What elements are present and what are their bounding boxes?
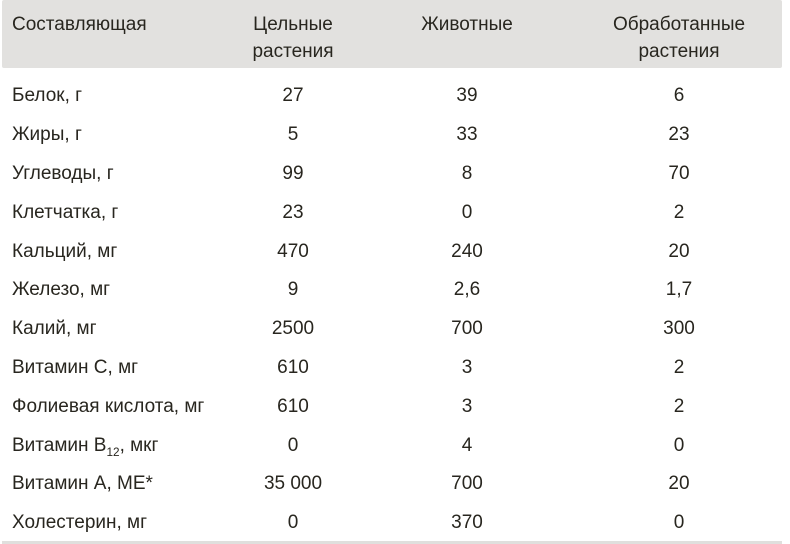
table-row (0, 271, 790, 310)
component-label-text: Витамин В (12, 434, 107, 456)
value-cell: 99 (282, 162, 304, 184)
table-body (0, 68, 790, 543)
header-cell-component (0, 11, 220, 38)
table-row (0, 232, 790, 271)
component-label (0, 241, 220, 263)
component-label-text: Железо, мг (12, 279, 111, 301)
component-label-text: Фолиевая кислота, мг (12, 395, 205, 417)
value-cell: 20 (668, 240, 690, 262)
component-label-text: Витамин А, МЕ* (12, 473, 153, 495)
table-row (0, 155, 790, 194)
value-cell: 2 (673, 356, 685, 378)
table-row (0, 310, 790, 349)
value-cell: 20 (668, 473, 690, 495)
value-cell: 700 (451, 473, 483, 495)
value-cell: 700 (451, 318, 483, 340)
value-cell: 8 (461, 162, 473, 184)
component-label (0, 85, 220, 107)
component-label (0, 202, 220, 224)
value-cell: 2500 (271, 318, 315, 340)
value-cell: 39 (456, 85, 478, 107)
component-label-text: Холестерин, мг (12, 512, 148, 534)
header-cell-processed-plants (568, 11, 790, 65)
value-cell: 2 (673, 201, 685, 223)
value-cell: 3 (461, 395, 473, 417)
value-cell: 2,6 (453, 279, 481, 301)
value-cell: 470 (277, 240, 309, 262)
value-cell: 0 (461, 201, 473, 223)
table-row (0, 77, 790, 116)
value-cell: 35 000 (263, 473, 323, 495)
value-cell: 240 (451, 240, 483, 262)
table-header-row (0, 0, 790, 68)
table-row (0, 349, 790, 388)
value-cell: 0 (287, 512, 299, 534)
value-cell: 3 (461, 356, 473, 378)
header-label-animals: Животные (421, 14, 513, 35)
table-row (0, 193, 790, 232)
value-cell: 9 (287, 279, 299, 301)
table-row (0, 504, 790, 543)
value-cell: 0 (673, 512, 685, 534)
value-cell: 610 (277, 356, 309, 378)
table-row (0, 465, 790, 504)
component-label-subscript: 12 (106, 445, 120, 459)
component-label-text: Кальций, мг (12, 240, 118, 262)
component-label (0, 279, 220, 301)
component-label (0, 435, 220, 457)
value-cell: 370 (451, 512, 483, 534)
component-label-text: Клетчатка, г (12, 201, 119, 223)
value-cell: 610 (277, 395, 309, 417)
value-cell: 0 (673, 434, 685, 456)
value-cell: 2 (673, 395, 685, 417)
value-cell: 300 (663, 318, 695, 340)
value-cell: 23 (282, 201, 304, 223)
header-cell-whole-plants (220, 11, 366, 65)
component-label-text: Витамин С, мг (12, 356, 139, 378)
component-label-text: Белок, г (12, 85, 83, 107)
header-label-whole-plants: Цельные растения (252, 14, 334, 62)
component-label-text: Жиры, г (12, 124, 82, 146)
component-label (0, 163, 220, 185)
component-label (0, 124, 220, 146)
value-cell: 6 (673, 85, 685, 107)
value-cell: 4 (461, 434, 473, 456)
value-cell: 23 (668, 124, 690, 146)
component-label (0, 473, 220, 495)
table-row (0, 387, 790, 426)
component-label (0, 512, 220, 534)
component-label-text: Калий, мг (12, 318, 97, 340)
table-row (0, 426, 790, 465)
value-cell: 0 (287, 434, 299, 456)
component-label (0, 318, 220, 340)
value-cell: 1,7 (665, 279, 693, 301)
header-cell-animals (366, 11, 568, 38)
component-label-text: , мкг (119, 434, 159, 456)
header-label-component: Составляющая (12, 14, 147, 35)
table-row (0, 116, 790, 155)
component-label (0, 357, 220, 379)
header-label-processed-plants: Обработанные растения (612, 14, 746, 62)
component-label (0, 396, 220, 418)
value-cell: 27 (282, 85, 304, 107)
value-cell: 70 (668, 162, 690, 184)
component-label-text: Углеводы, г (12, 162, 114, 184)
value-cell: 33 (456, 124, 478, 146)
value-cell: 5 (287, 124, 299, 146)
